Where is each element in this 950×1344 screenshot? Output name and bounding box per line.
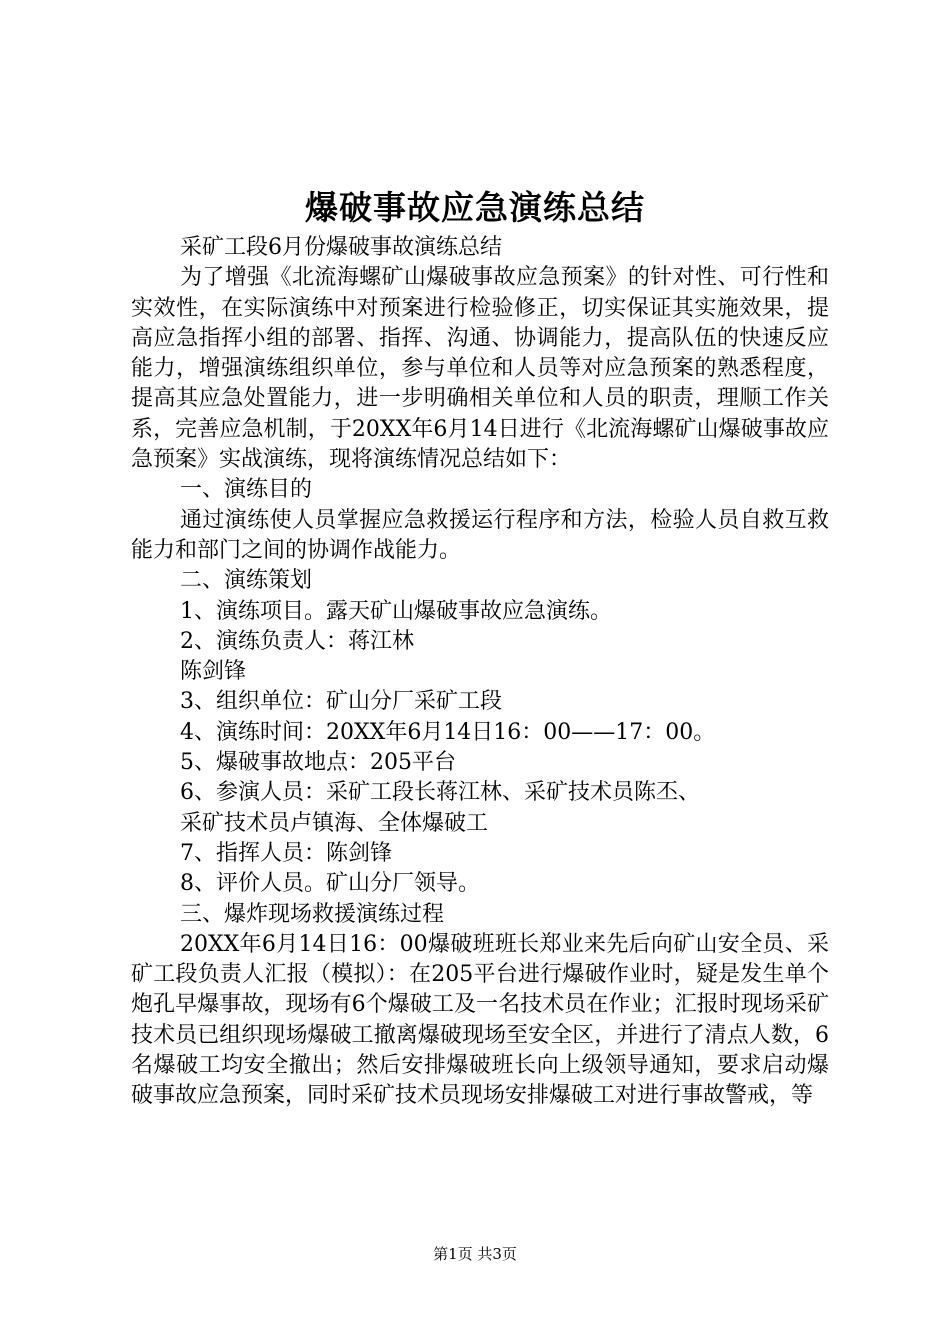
- paragraph: 为了增强《北流海螺矿山爆破事故应急预案》的针对性、可行性和实效性，在实际演练中对预案进行检验修正，切实保证其实施效果，提高应急指挥小组的部署、指挥、沟通、协调能力，提高队伍的快速反应能力，增强演练组织单位，参与单位和人员等对应急预案的熟悉程度，提高其应急处置能力，进一步明确相关单位和人员的职责，理顺工作关系，完善应急机制，于20XX年6月14日进行《北流海螺矿山爆破事故应急预案》实战演练，现将演练情况总结如下：: [131, 265, 829, 473]
- list-item: 4、演练时间：20XX年6月14日16：00——17：00。: [180, 719, 716, 745]
- section-heading: 一、演练目的: [180, 477, 313, 503]
- document-body: [131, 233, 829, 1112]
- list-item: 7、指挥人员：陈剑锋: [180, 840, 392, 866]
- list-item: 3、组织单位：矿山分厂采矿工段: [180, 689, 502, 715]
- list-item: 8、评价人员。矿山分厂领导。: [180, 871, 480, 897]
- list-item: 陈剑锋: [180, 659, 247, 685]
- list-item: 采矿技术员卢镇海、全体爆破工: [180, 810, 489, 836]
- section-heading: 三、爆炸现场救援演练过程: [180, 901, 445, 927]
- list-item: 2、演练负责人：蒋江林: [180, 628, 414, 654]
- paragraph: 20XX年6月14日16：00爆破班班长郑业来先后向矿山安全员、采矿工段负责人汇报（模拟）：在205平台进行爆破作业时，疑是发生单个炮孔早爆事故，现场有6个爆破工及一名技术员在作业；汇报时现场采矿技术员已组织现场爆破工撤离爆破现场至安全区，并进行了清点人数，6名爆破工均安全撤出；然后安排爆破班长向上级领导通知，要求启动爆破事故应急预案，同时采矿技术员现场安排爆破工对进行事故警戒，等: [131, 931, 829, 1109]
- list-item: 1、演练项目。露天矿山爆破事故应急演练。: [180, 598, 612, 624]
- page-footer: 第1页 共3页: [433, 1245, 517, 1263]
- list-item: 6、参演人员：采矿工段长蒋江林、采矿技术员陈丕、: [180, 780, 700, 806]
- paragraph: 通过演练使人员掌握应急救援运行程序和方法，检验人员自救互救能力和部门之间的协调作战能力。: [131, 507, 829, 563]
- list-item: 5、爆破事故地点：205平台: [180, 750, 456, 776]
- section-heading: 二、演练策划: [180, 568, 313, 594]
- paragraph: 采矿工段6月份爆破事故演练总结: [180, 235, 502, 260]
- document-title: 爆破事故应急演练总结: [305, 188, 645, 227]
